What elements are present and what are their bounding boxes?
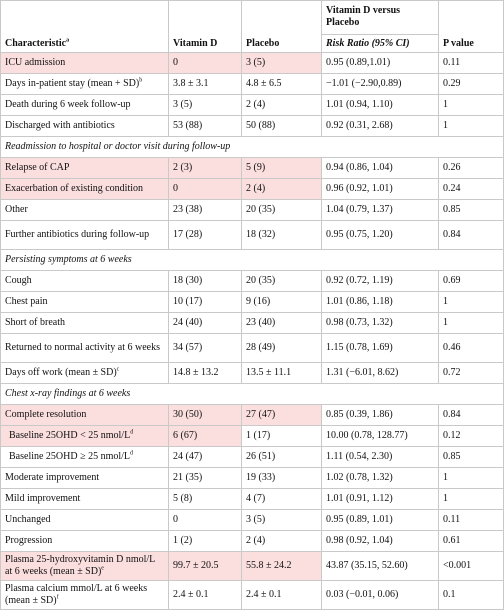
section-label: Chest x-ray findings at 6 weeks [1,384,504,405]
table-row [1,158,504,179]
characteristic-text: Days in-patient stay (mean + SD) [5,78,140,89]
footnote-marker: b [139,77,143,84]
characteristic-text: Other [5,204,28,215]
characteristic-text: ICU admission [5,57,66,68]
cell-characteristic [1,179,169,200]
cell-vitamin-d: 14.8 ± 13.2 [169,363,242,384]
table-row [1,552,504,581]
cell-placebo: 50 (88) [242,116,322,137]
header-vd-vs-placebo: Vitamin D versus Placebo [326,5,401,28]
cell-p-value: 1 [439,468,504,489]
cell-p-value: 1 [439,489,504,510]
cell-p-value: 0.72 [439,363,504,384]
characteristic-text: Relapse of CAP [5,162,70,173]
section-row [1,137,504,158]
cell-placebo: 26 (51) [242,447,322,468]
cell-risk-ratio: 0.95 (0.75, 1.20) [322,221,439,250]
cell-p-value: <0.001 [439,552,504,581]
table-body [1,53,504,610]
cell-risk-ratio: 1.01 (0.94, 1.10) [322,95,439,116]
cell-vitamin-d: 99.7 ± 20.5 [169,552,242,581]
characteristic-text: Mild improvement [5,493,81,504]
cell-p-value: 0.69 [439,271,504,292]
cell-p-value: 0.84 [439,221,504,250]
section-label: Persisting symptoms at 6 weeks [1,250,504,271]
table-row [1,292,504,313]
cell-vitamin-d: 5 (8) [169,489,242,510]
table-row [1,221,504,250]
cell-vitamin-d: 0 [169,179,242,200]
characteristic-text: Plasma calcium mmol/L at 6 weeks (mean ± SD) [5,583,148,606]
cell-characteristic [1,116,169,137]
cell-p-value: 1 [439,95,504,116]
cell-characteristic [1,489,169,510]
footnote-marker: f [56,594,59,601]
characteristic-text: Chest pain [5,296,48,307]
cell-placebo: 9 (16) [242,292,322,313]
header-p-value: P value [439,1,504,53]
table-row [1,489,504,510]
characteristic-text: Moderate improvement [5,472,100,483]
cell-risk-ratio: 0.85 (0.39, 1.86) [322,405,439,426]
cell-p-value: 0.84 [439,405,504,426]
cell-p-value: 0.26 [439,158,504,179]
header-characteristic-sup: a [66,37,70,44]
cell-vitamin-d: 10 (17) [169,292,242,313]
cell-characteristic [1,426,169,447]
characteristic-text: Returned to normal activity at 6 weeks [5,342,160,353]
cell-vitamin-d: 24 (40) [169,313,242,334]
cell-p-value: 1 [439,292,504,313]
table-row [1,53,504,74]
characteristic-text: Unchanged [5,514,51,525]
section-row [1,250,504,271]
cell-characteristic [1,510,169,531]
cell-characteristic [1,95,169,116]
cell-risk-ratio: −1.01 (−2.90,0.89) [322,74,439,95]
header-vitamin-d: Vitamin D [169,1,242,53]
characteristic-text: Days off work (mean ± SD) [5,367,117,378]
cell-vitamin-d: 17 (28) [169,221,242,250]
cell-characteristic [1,405,169,426]
cell-placebo: 3 (5) [242,53,322,74]
table-row [1,313,504,334]
table-row [1,531,504,552]
cell-characteristic [1,158,169,179]
cell-vitamin-d: 0 [169,510,242,531]
cell-risk-ratio: 0.98 (0.92, 1.04) [322,531,439,552]
cell-p-value: 0.85 [439,200,504,221]
table-row [1,447,504,468]
footnote-marker: e [101,565,104,572]
footnote-marker: d [130,450,134,457]
cell-placebo: 18 (32) [242,221,322,250]
cell-placebo: 3 (5) [242,510,322,531]
cell-placebo: 2 (4) [242,179,322,200]
cell-risk-ratio: 0.94 (0.86, 1.04) [322,158,439,179]
cell-characteristic [1,531,169,552]
cell-characteristic [1,292,169,313]
cell-risk-ratio: 1.01 (0.91, 1.12) [322,489,439,510]
header-comparison [322,1,439,53]
table-row [1,74,504,95]
cell-vitamin-d: 21 (35) [169,468,242,489]
characteristic-text: Short of breath [5,317,65,328]
header-characteristic-text: Characteristic [5,38,67,49]
cell-vitamin-d: 2 (3) [169,158,242,179]
table-row [1,95,504,116]
cell-risk-ratio: 43.87 (35.15, 52.60) [322,552,439,581]
section-row [1,384,504,405]
cell-p-value: 0.61 [439,531,504,552]
cell-placebo: 20 (35) [242,271,322,292]
cell-risk-ratio: 0.92 (0.72, 1.19) [322,271,439,292]
characteristic-text: Plasma 25-hydroxyvitamin D nmol/L at 6 weeks (mean ± SD) [5,554,155,577]
cell-placebo: 23 (40) [242,313,322,334]
table-row [1,468,504,489]
section-label: Readmission to hospital or doctor visit during follow-up [1,137,504,158]
cell-vitamin-d: 23 (38) [169,200,242,221]
cell-vitamin-d: 3.8 ± 3.1 [169,74,242,95]
cell-risk-ratio: 1.31 (−6.01, 8.62) [322,363,439,384]
cell-characteristic [1,200,169,221]
cell-vitamin-d: 0 [169,53,242,74]
cell-vitamin-d: 6 (67) [169,426,242,447]
cell-risk-ratio: 1.02 (0.78, 1.32) [322,468,439,489]
cell-risk-ratio: 10.00 (0.78, 128.77) [322,426,439,447]
cell-vitamin-d: 30 (50) [169,405,242,426]
table-row [1,116,504,137]
characteristic-text: Baseline 25OHD ≥ 25 nmol/L [9,451,131,462]
table-row [1,581,504,610]
cell-characteristic [1,74,169,95]
table-row [1,405,504,426]
cell-risk-ratio: 0.95 (0.89,1.01) [322,53,439,74]
cell-placebo: 13.5 ± 11.1 [242,363,322,384]
cell-placebo: 2 (4) [242,531,322,552]
cell-risk-ratio: 1.15 (0.78, 1.69) [322,334,439,363]
table-row [1,271,504,292]
cell-risk-ratio: 0.92 (0.31, 2.68) [322,116,439,137]
cell-risk-ratio: 1.01 (0.86, 1.18) [322,292,439,313]
table-row [1,510,504,531]
cell-placebo: 5 (9) [242,158,322,179]
cell-placebo: 4.8 ± 6.5 [242,74,322,95]
cell-characteristic [1,468,169,489]
characteristic-text: Baseline 25OHD < 25 nmol/L [9,430,131,441]
header-placebo: Placebo [242,1,322,53]
table-row [1,426,504,447]
header-characteristic [1,1,169,53]
table-row [1,179,504,200]
cell-placebo: 28 (49) [242,334,322,363]
cell-p-value: 0.11 [439,53,504,74]
cell-placebo: 1 (17) [242,426,322,447]
cell-placebo: 19 (33) [242,468,322,489]
cell-placebo: 55.8 ± 24.2 [242,552,322,581]
cell-vitamin-d: 18 (30) [169,271,242,292]
cell-characteristic [1,552,169,581]
cell-characteristic [1,271,169,292]
footnote-marker: c [116,366,120,373]
cell-risk-ratio: 0.03 (−0.01, 0.06) [322,581,439,610]
table-row [1,200,504,221]
cell-p-value: 0.85 [439,447,504,468]
cell-p-value: 0.24 [439,179,504,200]
cell-placebo: 2.4 ± 0.1 [242,581,322,610]
cell-risk-ratio: 1.04 (0.79, 1.37) [322,200,439,221]
cell-placebo: 27 (47) [242,405,322,426]
cell-risk-ratio: 0.95 (0.89, 1.01) [322,510,439,531]
characteristic-text: Further antibiotics during follow-up [5,229,150,240]
characteristic-text: Exacerbation of existing condition [5,183,144,194]
characteristic-text: Cough [5,275,32,286]
cell-placebo: 2 (4) [242,95,322,116]
cell-p-value: 0.46 [439,334,504,363]
table-row [1,363,504,384]
cell-vitamin-d: 3 (5) [169,95,242,116]
cell-vitamin-d: 2.4 ± 0.1 [169,581,242,610]
characteristic-text: Discharged with antibiotics [5,120,115,131]
cell-characteristic [1,221,169,250]
cell-p-value: 0.12 [439,426,504,447]
table-header [1,1,504,53]
characteristic-text: Progression [5,535,53,546]
cell-risk-ratio: 0.96 (0.92, 1.01) [322,179,439,200]
cell-vitamin-d: 1 (2) [169,531,242,552]
cell-characteristic [1,363,169,384]
cell-characteristic [1,581,169,610]
table-row [1,334,504,363]
cell-characteristic [1,334,169,363]
characteristic-text: Death during 6 week follow-up [5,99,131,110]
characteristic-text: Complete resolution [5,409,87,420]
cell-p-value: 0.29 [439,74,504,95]
cell-risk-ratio: 1.11 (0.54, 2.30) [322,447,439,468]
cell-p-value: 1 [439,313,504,334]
cell-risk-ratio: 0.98 (0.73, 1.32) [322,313,439,334]
cell-characteristic [1,53,169,74]
cell-placebo: 4 (7) [242,489,322,510]
header-row [1,1,504,53]
cell-p-value: 1 [439,116,504,137]
cell-vitamin-d: 53 (88) [169,116,242,137]
cell-p-value: 0.1 [439,581,504,610]
cell-vitamin-d: 24 (47) [169,447,242,468]
header-risk-ratio: Risk Ratio (95% CI) [322,34,438,52]
footnote-marker: d [130,429,134,436]
cell-placebo: 20 (35) [242,200,322,221]
cell-p-value: 0.11 [439,510,504,531]
cell-characteristic [1,447,169,468]
cell-characteristic [1,313,169,334]
cell-vitamin-d: 34 (57) [169,334,242,363]
